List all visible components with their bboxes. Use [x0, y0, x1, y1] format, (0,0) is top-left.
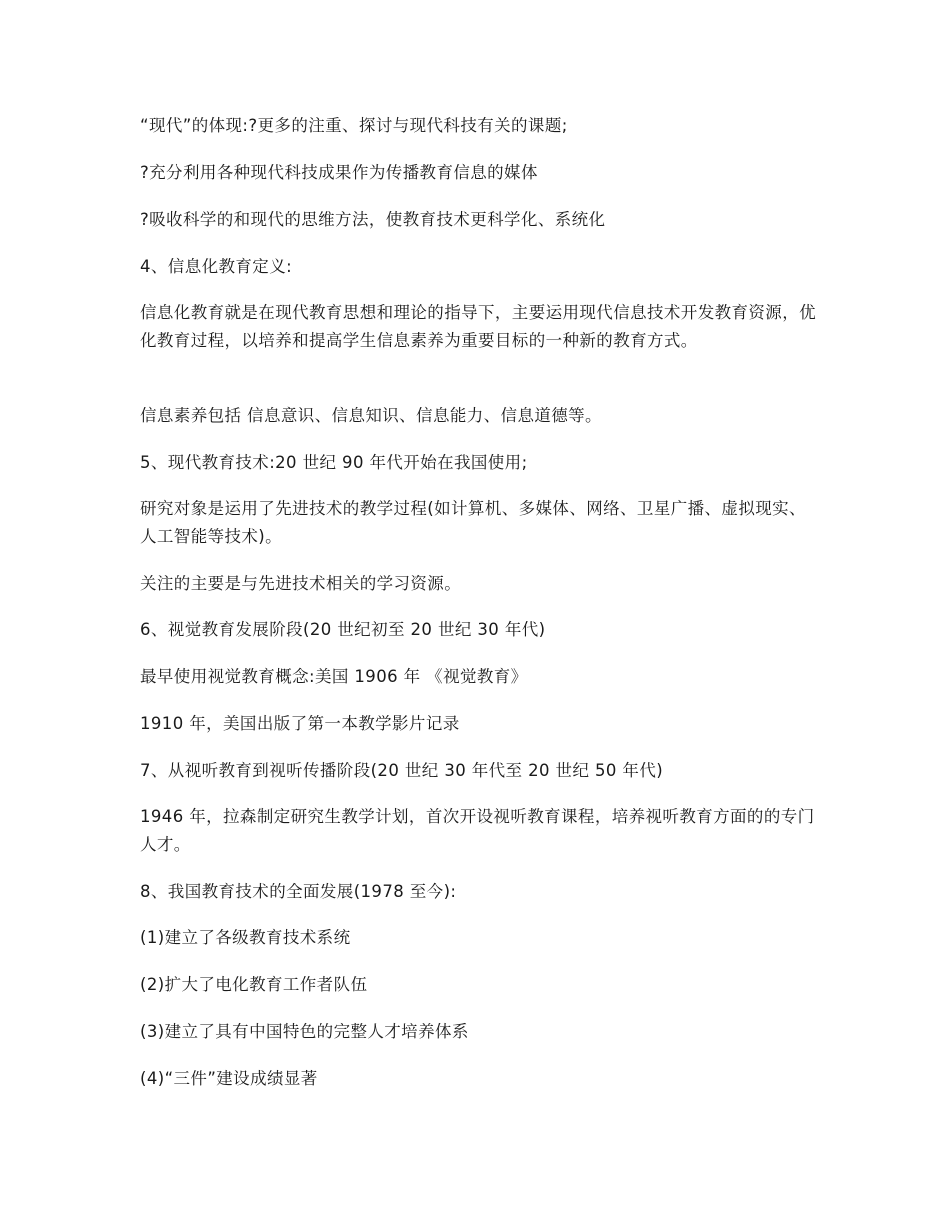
paragraph-modern-media: ?充分利用各种现代科技成果作为传播教育信息的媒体 — [140, 163, 538, 182]
paragraph-info-education-definition: 信息化教育就是在现代教育思想和理论的指导下，主要运用现代信息技术开发教育资源，优化教育过程，以培养和提高学生信息素养为重要目标的一种新的教育方式。 — [140, 303, 816, 350]
paragraph-info-literacy: 信息素养包括 信息意识、信息知识、信息能力、信息道德等。 — [140, 406, 602, 425]
paragraph-larsen-plan: 1946 年，拉森制定研究生教学计划，首次开设视听教育课程，培养视听教育方面的的专门人才。 — [140, 807, 815, 854]
heading-audiovisual-stage: 7、从视听教育到视听传播阶段(20 世纪 30 年代至 20 世纪 50 年代) — [140, 761, 664, 780]
paragraph-modern-thinking: ?吸收科学的和现代的思维方法，使教育技术更科学化、系统化 — [140, 210, 606, 229]
paragraph-visual-education-concept: 最早使用视觉教育概念:美国 1906 年 《视觉教育》 — [140, 667, 528, 686]
paragraph-learning-resources: 关注的主要是与先进技术相关的学习资源。 — [140, 574, 462, 593]
list-item-3: (3)建立了具有中国特色的完整人才培养体系 — [140, 1022, 469, 1041]
heading-info-education-definition: 4、信息化教育定义: — [140, 257, 293, 276]
list-item-2: (2)扩大了电化教育工作者队伍 — [140, 975, 368, 994]
heading-modern-education-tech: 5、现代教育技术:20 世纪 90 年代开始在我国使用; — [140, 453, 528, 472]
paragraph-modern-embodiment: “现代”的体现:?更多的注重、探讨与现代科技有关的课题; — [140, 116, 568, 135]
paragraph-research-object: 研究对象是运用了先进技术的教学过程(如计算机、多媒体、网络、卫星广播、虚拟现实、人工智能等技术)。 — [140, 499, 806, 546]
list-item-1: (1)建立了各级教育技术系统 — [140, 928, 351, 947]
list-item-4: (4)“三件”建设成绩显著 — [140, 1069, 318, 1088]
paragraph-first-film-record: 1910 年，美国出版了第一本教学影片记录 — [140, 714, 460, 733]
heading-china-development: 8、我国教育技术的全面发展(1978 至今): — [140, 882, 457, 901]
heading-visual-education-stage: 6、视觉教育发展阶段(20 世纪初至 20 世纪 30 年代) — [140, 620, 546, 639]
